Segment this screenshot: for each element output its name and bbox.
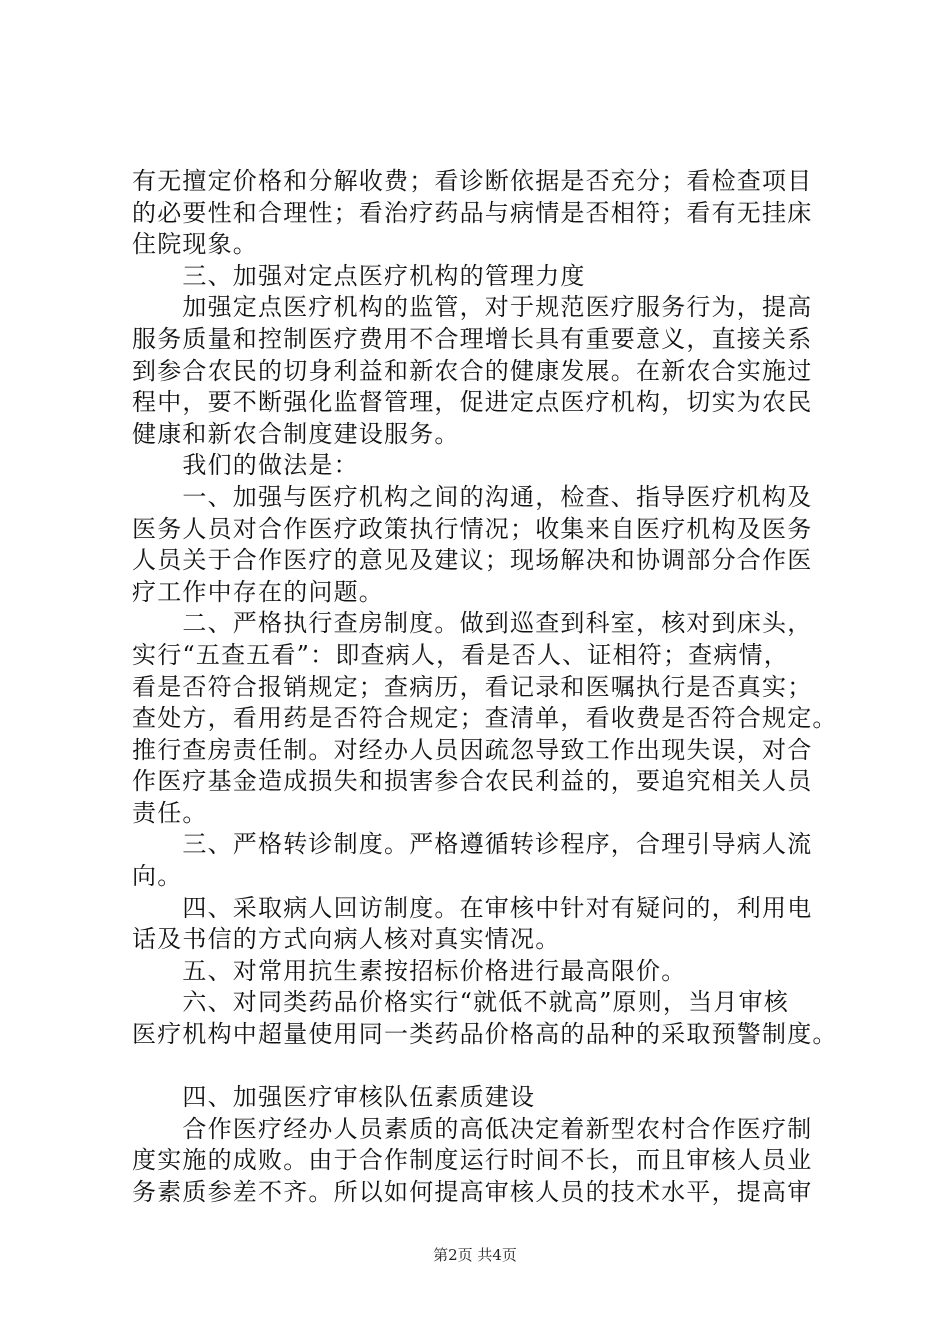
text-line: 五、对常用抗生素按招标价格进行最高限价。	[132, 956, 687, 985]
text-line: 作医疗基金造成损失和损害参合农民利益的，要追究相关人员	[132, 767, 813, 796]
text-line: 合作医疗经办人员素质的高低决定着新型农村合作医疗制	[132, 1114, 813, 1143]
section-heading: 四、加强医疗审核队伍素质建设	[132, 1083, 536, 1112]
text-line: 推行查房责任制。对经办人员因疏忽导致工作出现失误，对合	[132, 735, 813, 764]
text-line: 话及书信的方式向病人核对真实情况。	[132, 925, 561, 954]
text-line: 住院现象。	[132, 230, 258, 259]
document-body	[132, 166, 838, 1209]
text-line: 务素质参差不齐。所以如何提高审核人员的技术水平，提高审	[132, 1178, 813, 1206]
text-line: 的必要性和合理性；看治疗药品与病情是否相符；看有无挂床	[132, 198, 813, 227]
text-line: 到参合农民的切身利益和新农合的健康发展。在新农合实施过	[132, 356, 813, 385]
text-line: 医务人员对合作医疗政策执行情况；收集来自医疗机构及医务	[132, 514, 813, 543]
text-line: 健康和新农合制度建设服务。	[132, 419, 460, 448]
text-line: 看是否符合报销规定；查病历，看记录和医嘱执行是否真实；	[132, 672, 813, 701]
text-line: 加强定点医疗机构的监管，对于规范医疗服务行为，提高	[132, 293, 813, 322]
text-line: 实行“五查五看”：即查病人，看是否人、证相符；查病情，	[132, 640, 789, 669]
text-line: 人员关于合作医疗的意见及建议；现场解决和协调部分合作医	[132, 546, 813, 575]
text-line: 三、严格转诊制度。严格遵循转诊程序，合理引导病人流	[132, 830, 813, 859]
blank-line	[132, 1051, 838, 1083]
page-number: 第2页 共4页	[433, 1246, 517, 1264]
text-line: 一、加强与医疗机构之间的沟通，检查、指导医疗机构及	[132, 482, 813, 511]
text-line: 有无擅定价格和分解收费；看诊断依据是否充分；看检查项目	[132, 167, 813, 195]
text-line: 六、对同类药品价格实行“就低不就高”原则，当月审核	[132, 988, 789, 1017]
section-heading: 三、加强对定点医疗机构的管理力度	[132, 261, 586, 290]
text-line: 二、严格执行查房制度。做到巡查到科室，核对到床头，	[132, 609, 813, 638]
text-line: 向。	[132, 862, 183, 891]
text-line: 服务质量和控制医疗费用不合理增长具有重要意义，直接关系	[132, 324, 813, 353]
text-line: 程中，要不断强化监督管理，促进定点医疗机构，切实为农民	[132, 388, 813, 417]
text-line: 四、采取病人回访制度。在审核中针对有疑问的，利用电	[132, 893, 813, 922]
text-line: 责任。	[132, 798, 208, 827]
text-line: 我们的做法是：	[132, 451, 359, 480]
text-line: 疗工作中存在的问题。	[132, 577, 384, 606]
text-line: 度实施的成败。由于合作制度运行时间不长，而且审核人员业	[132, 1146, 813, 1175]
text-line: 查处方，看用药是否符合规定；查清单，看收费是否符合规定。	[132, 704, 838, 733]
text-line: 医疗机构中超量使用同一类药品价格高的品种的采取预警制度。	[132, 1020, 838, 1049]
